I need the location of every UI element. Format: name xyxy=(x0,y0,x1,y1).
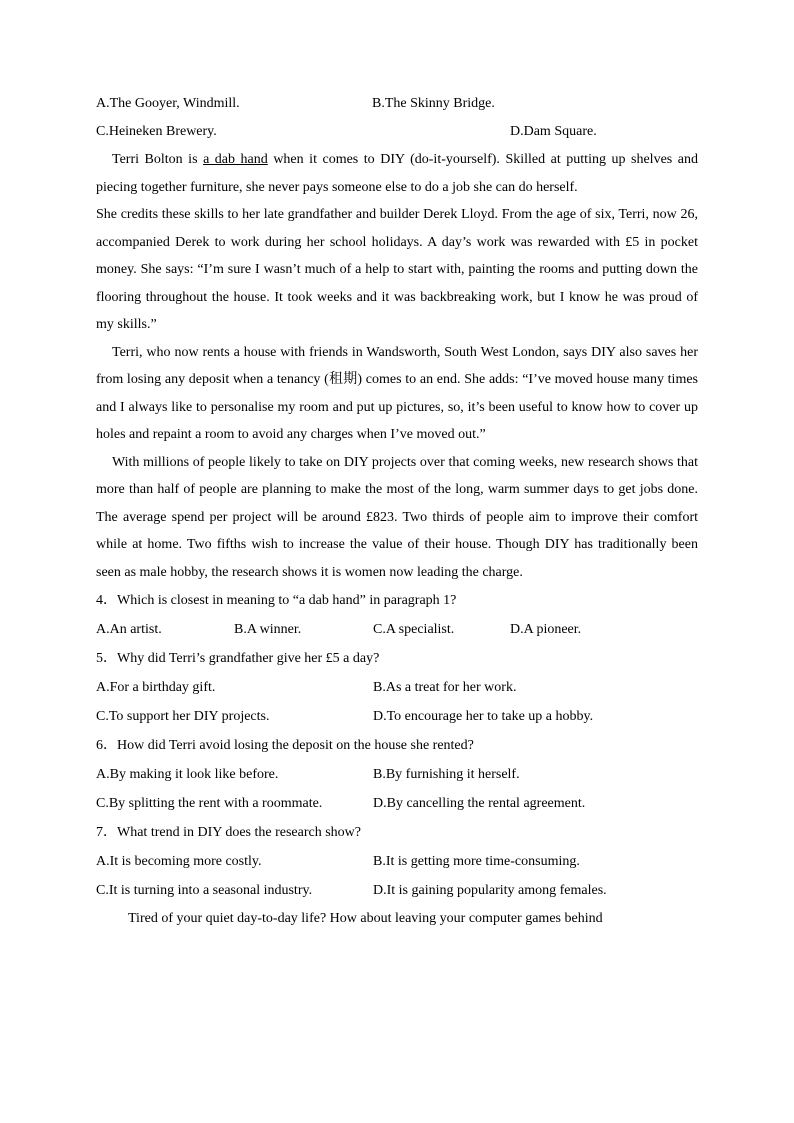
question-7-stem: 7．What trend in DIY does the research show? xyxy=(96,825,362,840)
q5-option-a: A.For a birthday gift. xyxy=(96,680,216,695)
question-7-options-row-1 xyxy=(96,847,698,876)
q5-option-b: B.As a treat for her work. xyxy=(373,680,517,695)
question-6-options-row-1 xyxy=(96,760,698,789)
passage-paragraph-1: Terri Bolton is a dab hand when it comes to DIY (do-it-yourself). Skilled at putting up shelves and piecing together furniture, she never pays someone else to do a job she can do herself. xyxy=(96,152,698,195)
question-4-stem: 4．Which is closest in meaning to “a dab hand” in paragraph 1? xyxy=(96,593,457,608)
q3-option-c: C.Heineken Brewery. xyxy=(96,124,217,139)
q6-option-b: B.By furnishing it herself. xyxy=(373,767,520,782)
question-5-options-row-1 xyxy=(96,673,698,702)
question-5-options-row-2 xyxy=(96,702,698,731)
q4-option-b: B.A winner. xyxy=(234,622,302,637)
next-passage-first-line: Tired of your quiet day-to-day life? How about leaving your computer games behind xyxy=(128,911,603,926)
passage-paragraph-4: With millions of people likely to take on DIY projects over that coming weeks, new research shows that more than half of people are planning to make the most of the long, warm summer days to get jobs done. The average spend per project will be around £823. Two thirds of people aim to improve their comfort while at home. Two fifths wish to increase the value of their house. Though DIY has traditionally been seen as male hobby, the research shows it is women now leading the charge. xyxy=(96,454,698,580)
underlined-phrase: a dab hand xyxy=(203,152,268,167)
q3-option-d: D.Dam Square. xyxy=(510,124,597,139)
q6-option-c: C.By splitting the rent with a roommate. xyxy=(96,796,323,811)
q3-option-b: B.The Skinny Bridge. xyxy=(372,96,495,111)
q7-option-d: D.It is gaining popularity among females. xyxy=(373,883,607,898)
q4-option-c: C.A specialist. xyxy=(373,622,455,637)
question-4-options xyxy=(96,615,698,644)
q7-option-b: B.It is getting more time-consuming. xyxy=(373,854,580,869)
q5-option-c: C.To support her DIY projects. xyxy=(96,709,270,724)
question-6-options-row-2 xyxy=(96,789,698,818)
q7-option-a: A.It is becoming more costly. xyxy=(96,854,262,869)
q3-option-a: A.The Gooyer, Windmill. xyxy=(96,96,240,111)
q3-options-row-1 xyxy=(96,90,698,118)
q6-option-d: D.By cancelling the rental agreement. xyxy=(373,796,586,811)
q4-option-d: D.A pioneer. xyxy=(510,622,582,637)
q6-option-a: A.By making it look like before. xyxy=(96,767,279,782)
q5-option-d: D.To encourage her to take up a hobby. xyxy=(373,709,594,724)
passage-paragraph-3: Terri, who now rents a house with friends in Wandsworth, South West London, says DIY also saves her from losing any deposit when a tenancy (租期) comes to an end. She adds: “I’ve moved house many times and I always like to personalise my room and put up pictures, so, it’s been useful to know how to cover up holes and repaint a room to avoid any charges when I’ve moved out.” xyxy=(96,344,698,442)
q4-option-a: A.An artist. xyxy=(96,622,162,637)
q7-option-c: C.It is turning into a seasonal industry. xyxy=(96,883,313,898)
question-5-stem: 5．Why did Terri’s grandfather give her £5 a day? xyxy=(96,651,380,666)
question-6-stem: 6．How did Terri avoid losing the deposit on the house she rented? xyxy=(96,738,474,753)
q3-options-row-2 xyxy=(96,118,698,146)
document-page xyxy=(96,90,698,933)
passage-paragraph-2: She credits these skills to her late grandfather and builder Derek Lloyd. From the age of six, Terri, now 26, accompanied Derek to work during her school holidays. A day’s work was rewarded with £5 in pocket money. She says: “I’m sure I wasn’t much of a help to start with, painting the rooms and putting down the flooring throughout the house. It took weeks and it was backbreaking work, but I know he was proud of my skills.” xyxy=(96,207,698,332)
question-7-options-row-2 xyxy=(96,876,698,905)
